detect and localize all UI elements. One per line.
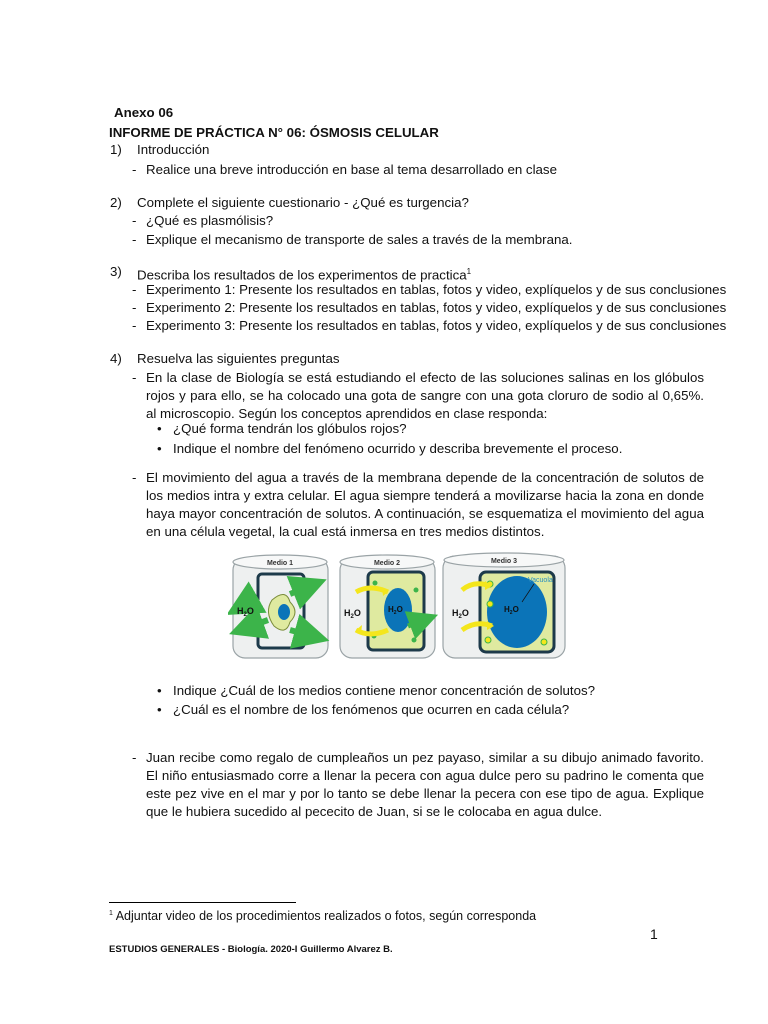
water-label: $H_2O$ [344, 608, 361, 620]
vacuole-label: Vacuola [528, 577, 553, 584]
medium-1-label: Medio 1 [266, 560, 294, 567]
dash: - [132, 370, 137, 385]
page-number: 1 [650, 926, 658, 942]
bullet-icon: • [157, 441, 162, 456]
question-1-paragraph: En la clase de Biología se está estudiando el efecto de las soluciones salinas en los glóbulos rojos y para ello, se ha colocado una gota de sangre con una gota cloruro de sodio al 0,65%. al microscopio. Según los conceptos aprendidos en clase responda: [146, 370, 704, 421]
beaker-medium-3 [443, 553, 565, 658]
water-label: $H_2O$ [388, 605, 403, 616]
section-3-title: Describa los resultados de los experimentos de practica$^1$ [137, 267, 472, 283]
dash: - [132, 282, 137, 297]
dash: - [132, 470, 137, 485]
section-3-number: 3) [110, 264, 122, 279]
section-2-item: ¿Qué es plasmólisis? [146, 213, 274, 228]
medium-3-label: Medio 3 [490, 558, 518, 565]
question-1-bullet: ¿Qué forma tendrán los glóbulos rojos? [173, 421, 407, 436]
footnote-reference: 1 [466, 267, 472, 276]
question-2-bullet: ¿Cuál es el nombre de los fenómenos que ocurren en cada célula? [173, 702, 570, 717]
annex-label: Anexo 06 [114, 105, 174, 120]
water-label: $H_2O$ [452, 608, 469, 620]
section-3-item: Experimento 1: Presente los resultados en tablas, fotos y video, explíquelos y de sus conclusiones [146, 282, 727, 297]
section-4-title: Resuelva las siguientes preguntas [137, 351, 340, 366]
bullet-icon: • [157, 421, 162, 436]
section-3-item: Experimento 3: Presente los resultados en tablas, fotos y video, explíquelos y de sus conclusiones [146, 318, 727, 333]
bullet-icon: • [157, 702, 162, 717]
dash: - [132, 162, 137, 177]
section-4-number: 4) [110, 351, 122, 366]
osmosis-figure [228, 550, 568, 662]
question-3-paragraph: Juan recibe como regalo de cumpleaños un pez payaso, similar a su dibujo animado favorito. El niño entusiasmado corre a llenar la pecera con agua dulce pero su padrino le comenta que este pez vive en el mar y por lo tanto se debe llenar la pecera con ese tipo de agua. Explique que le hubiera sucedido al pececito de Juan, si se le colocaba en agua dulce. [146, 750, 704, 819]
question-2-paragraph: El movimiento del agua a través de la membrana depende de la concentración de solutos de los medios intra y extra celular. El agua siempre tenderá a movilizarse hacia la zona en donde haya mayor concentración de solutos. A continuación, se esquematiza el movimiento del agua en una célula vegetal, la cual está inmersa en tres medios distintos. [146, 470, 704, 539]
bullet-icon: • [157, 683, 162, 698]
dash: - [132, 750, 137, 765]
beaker-medium-1 [233, 555, 328, 658]
section-3-item: Experimento 2: Presente los resultados en tablas, fotos y video, explíquelos y de sus conclusiones [146, 300, 727, 315]
section-1-title: Introducción [137, 142, 210, 157]
dash: - [132, 300, 137, 315]
beaker-medium-2 [340, 555, 435, 658]
dash: - [132, 232, 137, 247]
report-title: INFORME DE PRÁCTICA N° 06: ÓSMOSIS CELULAR [109, 125, 439, 140]
section-1-number: 1) [110, 142, 122, 157]
section-2-title: Complete el siguiente cuestionario - ¿Qué es turgencia? [137, 195, 469, 210]
water-label: $H_2O$ [237, 606, 254, 618]
footnote: $^1$ Adjuntar video de los procedimientos realizados o fotos, según corresponda [109, 909, 537, 923]
section-1-item: Realice una breve introducción en base al tema desarrollado en clase [146, 162, 557, 177]
question-2-bullet: Indique ¿Cuál de los medios contiene menor concentración de solutos? [173, 683, 596, 698]
dash: - [132, 318, 137, 333]
question-1-bullet: Indique el nombre del fenómeno ocurrido y describa brevemente el proceso. [173, 441, 623, 456]
medium-2-label: Medio 2 [373, 560, 401, 567]
water-label: $H_2O$ [504, 605, 519, 616]
section-2-item: Explique el mecanismo de transporte de sales a través de la membrana. [146, 232, 573, 247]
page-footer: ESTUDIOS GENERALES - Biología. 2020-I Guillermo Alvarez B. [109, 944, 393, 955]
dash: - [132, 213, 137, 228]
vacuole [278, 604, 290, 620]
footnote-divider [109, 902, 296, 903]
section-2-number: 2) [110, 195, 122, 210]
